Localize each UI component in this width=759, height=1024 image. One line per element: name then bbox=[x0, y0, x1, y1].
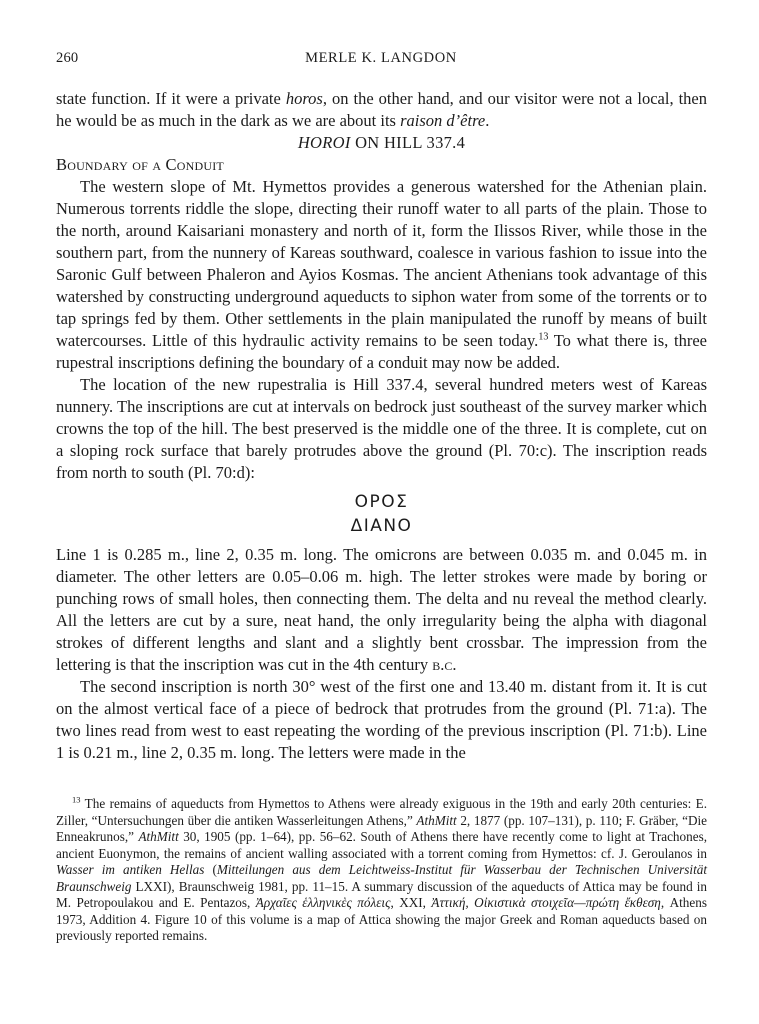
footnote-ref-13[interactable]: 13 bbox=[538, 331, 549, 343]
footnote-text-a: The remains of aqueducts from Hymettos to Athens were already exiguous in the 19th and early 20th centuries: E. Ziller, “Untersuchungen über die antiken Wasserleitungen Athens,” bbox=[56, 796, 707, 828]
main-text bbox=[56, 88, 707, 764]
inscription-text bbox=[56, 490, 707, 538]
footnote-text-k: , XXI, bbox=[390, 895, 432, 910]
footnote-text-m: , Athens 1973, Addition 4. Figure 10 of this volume is a map of Attica showing the major Greek and Roman aqueducts based on previously reported remains. bbox=[56, 895, 707, 943]
footnote-journal-2: AthMitt bbox=[138, 829, 179, 844]
footnote-series-title: Mitteilungen aus dem Leichtweiss-Institut für Wasserbau der Technischen Universität Braunschweig bbox=[56, 862, 707, 894]
era-abbrev: b.c. bbox=[432, 655, 457, 674]
subsection-heading: Boundary of a Conduit bbox=[56, 155, 224, 174]
paragraph-1-text: The western slope of Mt. Hymettos provides a generous watershed for the Athenian plain. Numerous torrents riddle the slope, directing their runoff water to all parts of the plain. Those to the north, around Kaisariani monastery and north of it, form the Ilissos River, while those in the southern part, from the nunnery of Kareas southward, coalesce in various fashion to issue into the Saronic Gulf between Phaleron and Ayios Kosmas. The ancient Athenians took advantage of this watershed by constructing underground aqueducts to siphon water from some of the torrents or to tap springs fed by them. Other settlements in the plain manipulated the runoff by means of built watercourses. Little of this hydraulic activity remains to be seen today. bbox=[56, 177, 707, 350]
footnote-text-i: LXXI), Braunschweig 1981, pp. 11–15. A summary discussion of the aqueducts of Attica may be found in M. Petropoulakou and E. Pentazos, bbox=[56, 878, 707, 910]
section-heading bbox=[56, 132, 707, 154]
footnote-greek-title-2: Ἀττική, Οἰκιστικὰ στοιχεῖα—πρώτη ἔκθεση bbox=[431, 895, 661, 910]
footnote-text-c: 2, 1877 (pp. 107–131), p. 110; F. Gräber, “Die Enneakrunos,” bbox=[56, 812, 707, 844]
intro-italic-horos: horos bbox=[285, 89, 323, 108]
footnote-number: 13 bbox=[72, 794, 81, 805]
running-header bbox=[56, 50, 706, 70]
inscription-line-1: ΟΡΟΣ bbox=[354, 492, 409, 512]
paragraph-2: The location of the new rupestralia is Hill 337.4, several hundred meters west of Kareas nunnery. The inscriptions are cut at intervals on bedrock just southeast of the survey marker which crowns the top of the hill. The best preserved is the middle one of the three. It is complete, cut on a sloping rock surface that barely protrudes above the ground (Pl. 70:c). The inscription reads from north to south (Pl. 70:d): bbox=[56, 375, 707, 482]
intro-text-2: , on the other hand, and our visitor were not a local, then he would be as much in the dark as we are about its bbox=[56, 89, 707, 130]
footnote-greek-title-1: Ἀρχαῖες ἑλληνικὲς πόλεις bbox=[255, 895, 391, 910]
footnote-13 bbox=[56, 796, 707, 945]
footnotes bbox=[56, 796, 707, 945]
intro-text-3: . bbox=[485, 111, 490, 130]
footnote-text-g: ( bbox=[204, 862, 217, 877]
running-head-author: MERLE K. LANGDON bbox=[305, 50, 457, 66]
footnote-book-title: Wasser im antiken Hellas bbox=[56, 862, 205, 877]
intro-italic-raison: raison d’être bbox=[400, 111, 486, 130]
paragraph-1 bbox=[56, 176, 707, 374]
intro-paragraph bbox=[56, 88, 707, 132]
paragraph-4: The second inscription is north 30° west of the first one and 13.40 m. distant from it. It is cut on the almost vertical face of a piece of bedrock that protrudes from the ground (Pl. 71:a). The two lines read from west to east repeating the wording of the previous inscription (Pl. 71:b). Line 1 is 0.21 m., line 2, 0.35 m. long. The letters were made in the bbox=[56, 677, 707, 762]
section-heading-italic: HOROI bbox=[297, 133, 351, 152]
paragraph-3 bbox=[56, 544, 707, 676]
intro-text-1: state function. If it were a private bbox=[56, 89, 286, 108]
footnote-journal-1: AthMitt bbox=[416, 812, 457, 828]
section-heading-rest: ON HILL 337.4 bbox=[350, 133, 466, 152]
paragraph-1-text-end: To what there is, three rupestral inscriptions defining the boundary of a conduit may now be added. bbox=[56, 331, 707, 372]
page-number: 260 bbox=[56, 50, 79, 66]
footnote-text-e: 30, 1905 (pp. 1–64), pp. 56–62. South of Athens there have recently come to light at Trachones, ancient Euonymon, the remains of ancient walling associated with a torrent coming from Hymettos: cf. J. Geroulanos in bbox=[56, 829, 707, 861]
paragraph-3-text: Line 1 is 0.285 m., line 2, 0.35 m. long. The omicrons are between 0.035 m. and 0.045 m. in diameter. The other letters are 0.05–0.06 m. high. The letter strokes were made by boring or punching rows of small holes, then connecting them. The delta and nu reveal the method clearly. All the letters are cut by a sure, neat hand, the only irregularity being the alpha with diagonal strokes of different lengths and slant and a slightly bent crossbar. The impression from the lettering is that the inscription was cut in the 4th century bbox=[56, 545, 707, 674]
inscription-line-2: ΔΙΑΝΟ bbox=[350, 516, 413, 536]
